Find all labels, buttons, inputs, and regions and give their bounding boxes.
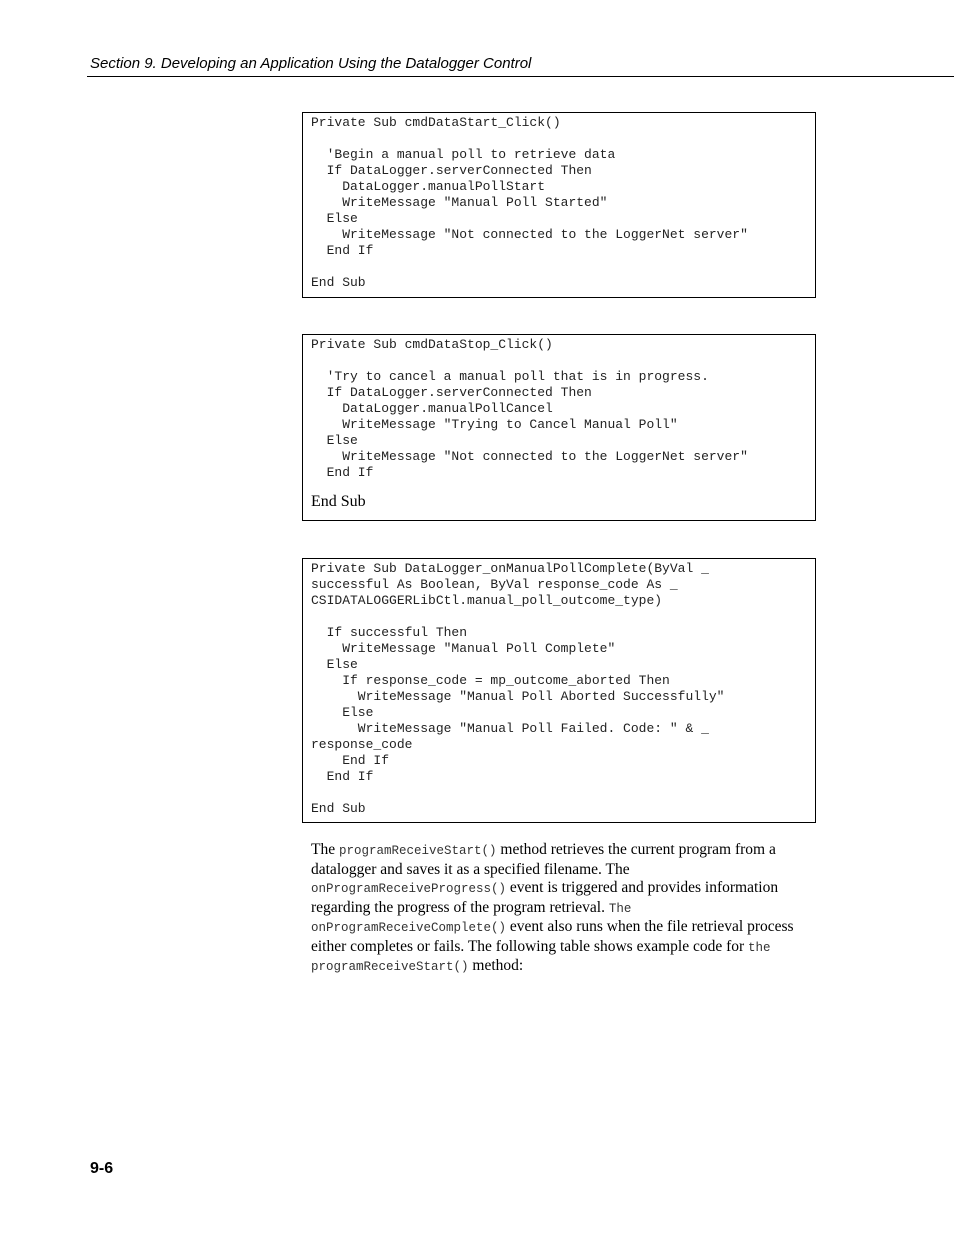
section-header: Section 9. Developing an Application Using the Datalogger Control bbox=[90, 55, 532, 72]
inline-code: programReceiveStart() bbox=[338, 844, 497, 858]
paragraph-text: event also runs when the file retrieval process either completes or fails. The following table shows example code for bbox=[311, 918, 794, 955]
code-block-data-stop bbox=[302, 334, 816, 521]
paragraph-text: The bbox=[311, 841, 339, 858]
code-closing-line: End Sub bbox=[311, 493, 366, 510]
code-block-data-start bbox=[302, 112, 816, 298]
inline-code: onProgramReceiveProgress() bbox=[311, 882, 507, 896]
header-rule bbox=[87, 76, 954, 77]
paragraph-text: event is triggered and provides information regarding the progress of the program retrieval. bbox=[311, 879, 779, 916]
inline-code: The onProgramReceiveComplete() bbox=[311, 901, 632, 935]
page-number: 9-6 bbox=[90, 1160, 114, 1177]
code-text: Private Sub cmdDataStop_Click() 'Try to cancel a manual poll that is in progress. If DataLogger.serverConnected Then DataLogger.manualPollCancel WriteMessage "Trying to Cancel Manual Poll" Else WriteMessage "Not connected to the LoggerNet server" End If bbox=[311, 337, 748, 480]
code-text: Private Sub DataLogger_onManualPollComplete(ByVal _ successful As Boolean, ByVal response_code As _ CSIDATALOGGERLibCtl.manual_poll_outcome_type) If successful Then WriteMessage "Manual Poll Complete" Else If response_code = mp_outcome_aborted Then WriteMessage "Manual Poll Aborted Successfully" Else WriteMessage "Manual Poll Failed. Code: " & _ response_code End If End If End Sub bbox=[311, 561, 725, 816]
code-block-manual-poll-complete bbox=[302, 558, 816, 823]
paragraph-text: method retrieves the current program from a datalogger and saves it as a specified filename. The bbox=[311, 841, 776, 878]
paragraph-text: method: bbox=[468, 957, 524, 974]
body-paragraph bbox=[311, 841, 811, 977]
inline-code: the programReceiveStart() bbox=[311, 940, 771, 974]
code-text: Private Sub cmdDataStart_Click() 'Begin a manual poll to retrieve data If DataLogger.serverConnected Then DataLogger.manualPollStart WriteMessage "Manual Poll Started" Else WriteMessage "Not connected to the LoggerNet server" End If End Sub bbox=[311, 115, 748, 290]
